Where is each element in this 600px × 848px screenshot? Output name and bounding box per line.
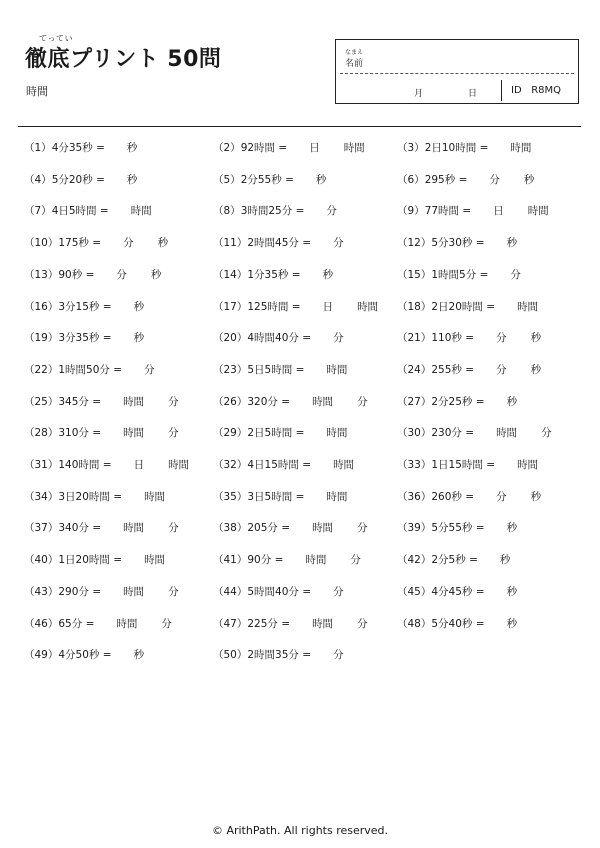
problem-expression: 310分 = — [58, 427, 102, 440]
problem-item — [24, 204, 152, 218]
problem-item — [24, 236, 168, 250]
answer-unit: 分 — [144, 363, 155, 376]
problem-expression: 1分35秒 = — [247, 268, 301, 281]
problem-item — [24, 395, 179, 409]
problem-item — [397, 585, 517, 599]
answer-unit: 時間 — [116, 617, 138, 630]
problem-item — [397, 490, 541, 504]
title-ruby: てってい — [39, 34, 73, 43]
problem-item — [397, 617, 517, 631]
problem-expression: 230分 = — [431, 427, 475, 440]
problem-number: （30） — [397, 427, 432, 440]
problem-item — [24, 268, 161, 282]
problem-expression: 3時間25分 = — [240, 205, 305, 218]
problem-item — [213, 426, 347, 440]
answer-unit: 日 — [309, 142, 320, 154]
name-ruby: なまえ — [345, 49, 364, 56]
problem-number: （27） — [397, 395, 432, 408]
problem-number: （20） — [213, 332, 248, 345]
answer-unit: 分 — [168, 585, 179, 598]
problem-item — [213, 363, 347, 377]
answer-unit: 時間 — [326, 363, 348, 376]
problem-expression: 5分40秒 = — [431, 617, 485, 630]
problem-expression: 90分 = — [247, 554, 284, 567]
answer-unit: 時間 — [517, 300, 539, 313]
problem-number: （50） — [213, 649, 248, 662]
answer-unit: 秒 — [506, 395, 518, 408]
answer-unit: 秒 — [315, 173, 327, 186]
problem-expression: 4分45秒 = — [431, 585, 485, 598]
problem-expression: 2時間35分 = — [247, 649, 312, 662]
problem-item — [397, 553, 510, 567]
problem-item — [213, 204, 337, 218]
problem-expression: 290分 = — [58, 585, 102, 598]
problem-item — [24, 458, 189, 472]
answer-unit: 分 — [357, 617, 368, 630]
problem-item — [213, 300, 378, 314]
answer-unit: 秒 — [506, 585, 518, 598]
problem-expression: 320分 = — [247, 395, 291, 408]
problem-expression: 3日20時間 = — [58, 490, 123, 503]
problem-item — [213, 490, 347, 504]
problem-number: （16） — [24, 300, 59, 313]
problem-number: （32） — [213, 459, 248, 471]
problem-number: （25） — [24, 395, 59, 408]
answer-unit: 分 — [496, 490, 507, 503]
answer-unit: 秒 — [133, 649, 145, 662]
answer-unit: 時間 — [305, 554, 327, 567]
problem-item — [213, 236, 344, 250]
problem-number: （4） — [24, 173, 52, 186]
problem-item — [397, 141, 531, 155]
problem-number: （18） — [397, 300, 432, 313]
problem-expression: 1時間50分 = — [58, 363, 123, 376]
answer-unit: 分 — [541, 427, 552, 440]
problem-number: （47） — [213, 617, 248, 630]
problem-number: （5） — [213, 173, 241, 186]
problem-item — [397, 236, 517, 250]
problem-expression: 260秒 = — [431, 490, 475, 503]
time-label: 時間 — [26, 85, 48, 98]
answer-unit: 分 — [333, 332, 344, 345]
problem-item — [397, 300, 538, 314]
problem-expression: 110秒 = — [431, 332, 475, 345]
answer-unit: 時間 — [527, 205, 549, 218]
header-divider — [18, 126, 581, 127]
problem-expression: 2分55秒 = — [240, 173, 294, 186]
answer-unit: 時間 — [144, 554, 166, 567]
answer-unit: 秒 — [506, 617, 518, 630]
answer-unit: 分 — [161, 617, 172, 630]
problem-expression: 295秒 = — [424, 173, 468, 186]
problem-number: （22） — [24, 363, 59, 376]
answer-unit: 秒 — [506, 522, 518, 535]
problem-item — [397, 395, 517, 409]
problem-expression: 5日5時間 = — [247, 363, 305, 376]
problem-number: （24） — [397, 363, 432, 376]
problem-item — [213, 395, 368, 409]
problem-item — [397, 331, 541, 345]
problem-expression: 90秒 = — [58, 268, 95, 281]
problem-expression: 1日20時間 = — [58, 554, 123, 567]
problem-number: （15） — [397, 268, 432, 281]
answer-unit: 分 — [333, 649, 344, 662]
problem-item — [397, 458, 538, 472]
answer-unit: 時間 — [510, 142, 532, 154]
answer-unit: 秒 — [133, 332, 145, 345]
problem-number: （42） — [397, 554, 432, 567]
id-value: R8MQ — [531, 85, 562, 96]
id-label: ID — [511, 85, 522, 96]
answer-unit: 時間 — [144, 490, 166, 503]
problem-number: （14） — [213, 268, 248, 281]
name-box — [335, 39, 579, 104]
problem-item — [213, 648, 344, 662]
answer-unit: 分 — [168, 427, 179, 440]
problem-expression: 77時間 = — [424, 205, 472, 218]
problem-number: （12） — [397, 237, 432, 250]
answer-unit: 秒 — [150, 268, 162, 281]
problem-expression: 140時間 = — [58, 459, 112, 471]
answer-unit: 秒 — [499, 554, 511, 567]
problem-expression: 5分20秒 = — [51, 173, 105, 186]
problem-number: （46） — [24, 617, 59, 630]
answer-unit: 秒 — [126, 173, 138, 186]
problem-number: （23） — [213, 363, 248, 376]
problem-number: （38） — [213, 522, 248, 535]
answer-unit: 分 — [489, 173, 500, 186]
problem-number: （43） — [24, 585, 59, 598]
problem-number: （29） — [213, 427, 248, 440]
problem-item — [24, 521, 179, 535]
answer-unit: 秒 — [126, 142, 138, 154]
problem-number: （48） — [397, 617, 432, 630]
problem-item — [24, 141, 137, 155]
problem-number: （39） — [397, 522, 432, 535]
problem-number: （33） — [397, 459, 432, 471]
answer-unit: 秒 — [530, 363, 542, 376]
problem-item — [213, 458, 354, 472]
problem-item — [24, 585, 179, 599]
answer-unit: 時間 — [333, 459, 355, 471]
answer-unit: 時間 — [312, 395, 334, 408]
problem-item — [397, 521, 517, 535]
answer-unit: 分 — [357, 522, 368, 535]
answer-unit: 時間 — [343, 142, 365, 154]
answer-unit: 時間 — [357, 300, 379, 313]
problem-expression: 2分5秒 = — [431, 554, 478, 567]
problem-number: （41） — [213, 554, 248, 567]
problem-number: （49） — [24, 649, 59, 662]
problem-number: （44） — [213, 585, 248, 598]
problem-item — [213, 521, 368, 535]
answer-unit: 時間 — [130, 205, 152, 218]
problem-expression: 205分 = — [247, 522, 291, 535]
problem-item — [397, 426, 552, 440]
problem-number: （36） — [397, 490, 432, 503]
answer-unit: 時間 — [326, 427, 348, 440]
problem-item — [213, 268, 333, 282]
problem-number: （9） — [397, 205, 425, 218]
problem-number: （21） — [397, 332, 432, 345]
answer-unit: 日 — [322, 300, 334, 313]
problem-item — [24, 553, 165, 567]
answer-unit: 秒 — [322, 268, 334, 281]
answer-unit: 分 — [168, 522, 179, 535]
problem-number: （40） — [24, 554, 59, 567]
answer-unit: 時間 — [517, 459, 539, 471]
answer-unit: 時間 — [312, 617, 334, 630]
answer-unit: 分 — [357, 395, 368, 408]
problem-number: （35） — [213, 490, 248, 503]
worksheet-id — [511, 85, 561, 96]
problem-expression: 5時間40分 = — [247, 585, 312, 598]
answer-unit: 分 — [326, 205, 337, 218]
problem-expression: 4分35秒 = — [51, 142, 105, 154]
problem-expression: 340分 = — [58, 522, 102, 535]
answer-unit: 分 — [123, 237, 134, 250]
problem-item — [24, 648, 144, 662]
answer-unit: 時間 — [326, 490, 348, 503]
problem-item — [24, 173, 137, 187]
answer-unit: 秒 — [133, 300, 145, 313]
problem-item — [397, 363, 541, 377]
problem-expression: 4分50秒 = — [58, 649, 112, 662]
answer-unit: 分 — [116, 268, 127, 281]
answer-unit: 日 — [493, 205, 504, 218]
problem-number: （3） — [397, 142, 425, 154]
problem-item — [213, 141, 365, 155]
problem-item — [397, 173, 534, 187]
problem-expression: 345分 = — [58, 395, 102, 408]
problem-expression: 4時間40分 = — [247, 332, 312, 345]
answer-unit: 秒 — [157, 237, 169, 250]
answer-unit: 時間 — [123, 427, 145, 440]
problem-expression: 1時間5分 = — [431, 268, 489, 281]
problem-number: （31） — [24, 459, 59, 471]
problem-item — [24, 331, 144, 345]
problem-expression: 2日5時間 = — [247, 427, 305, 440]
problem-expression: 4日15時間 = — [247, 459, 312, 471]
problem-number: （26） — [213, 395, 248, 408]
problem-expression: 125時間 = — [247, 300, 301, 313]
name-label: 名前 — [345, 59, 364, 69]
problem-number: （2） — [213, 142, 241, 154]
problem-expression: 3日5時間 = — [247, 490, 305, 503]
problem-number: （45） — [397, 585, 432, 598]
problem-item — [24, 617, 172, 631]
problem-expression: 65分 = — [58, 617, 95, 630]
problem-expression: 3分15秒 = — [58, 300, 112, 313]
problem-expression: 4日5時間 = — [51, 205, 109, 218]
problem-expression: 255秒 = — [431, 363, 475, 376]
problem-expression: 2日20時間 = — [431, 300, 496, 313]
problem-item — [213, 553, 361, 567]
answer-unit: 分 — [350, 554, 361, 567]
answer-unit: 分 — [168, 395, 179, 408]
problem-item — [397, 268, 521, 282]
problem-item — [213, 331, 344, 345]
copyright-footer: © ArithPath. All rights reserved. — [211, 824, 389, 837]
problem-number: （13） — [24, 268, 59, 281]
answer-unit: 時間 — [496, 427, 518, 440]
problem-number: （28） — [24, 427, 59, 440]
problem-item — [24, 300, 144, 314]
problem-item — [24, 363, 155, 377]
id-divider — [501, 80, 502, 101]
problem-expression: 175秒 = — [58, 237, 102, 250]
month-label: 月 — [414, 89, 424, 99]
answer-unit: 時間 — [312, 522, 334, 535]
problem-item — [213, 617, 368, 631]
problem-expression: 3分35秒 = — [58, 332, 112, 345]
answer-unit: 分 — [333, 237, 344, 250]
answer-unit: 分 — [496, 332, 507, 345]
problem-number: （6） — [397, 173, 425, 186]
answer-unit: 秒 — [530, 490, 542, 503]
problem-item — [213, 173, 326, 187]
answer-unit: 時間 — [123, 585, 145, 598]
problem-expression: 5分55秒 = — [431, 522, 485, 535]
answer-unit: 秒 — [530, 332, 542, 345]
problem-expression: 1日15時間 = — [431, 459, 496, 471]
answer-unit: 分 — [496, 363, 507, 376]
problem-item — [24, 426, 179, 440]
problem-expression: 2時間45分 = — [247, 237, 312, 250]
problem-number: （1） — [24, 142, 52, 154]
problem-expression: 2分25秒 = — [431, 395, 485, 408]
problem-expression: 92時間 = — [240, 142, 288, 154]
day-label: 日 — [468, 89, 478, 99]
answer-unit: 時間 — [168, 459, 190, 471]
problem-expression: 225分 = — [247, 617, 291, 630]
answer-unit: 秒 — [506, 237, 518, 250]
answer-unit: 時間 — [123, 522, 145, 535]
answer-unit: 時間 — [123, 395, 145, 408]
problem-number: （17） — [213, 300, 248, 313]
problem-number: （7） — [24, 205, 52, 218]
answer-unit: 日 — [133, 459, 145, 471]
answer-unit: 分 — [510, 268, 521, 281]
problem-number: （11） — [213, 237, 248, 250]
problem-item — [397, 204, 549, 218]
problem-number: （34） — [24, 490, 59, 503]
problem-number: （19） — [24, 332, 59, 345]
problem-item — [213, 585, 344, 599]
page-title: 徹底プリント 50問 — [25, 47, 222, 72]
problem-expression: 5分30秒 = — [431, 237, 485, 250]
problem-number: （8） — [213, 205, 241, 218]
name-dotted-line — [340, 73, 574, 74]
problem-item — [24, 490, 165, 504]
problem-number: （10） — [24, 237, 59, 250]
problem-expression: 2日10時間 = — [424, 142, 489, 154]
problem-number: （37） — [24, 522, 59, 535]
answer-unit: 秒 — [523, 173, 535, 186]
answer-unit: 分 — [333, 585, 344, 598]
